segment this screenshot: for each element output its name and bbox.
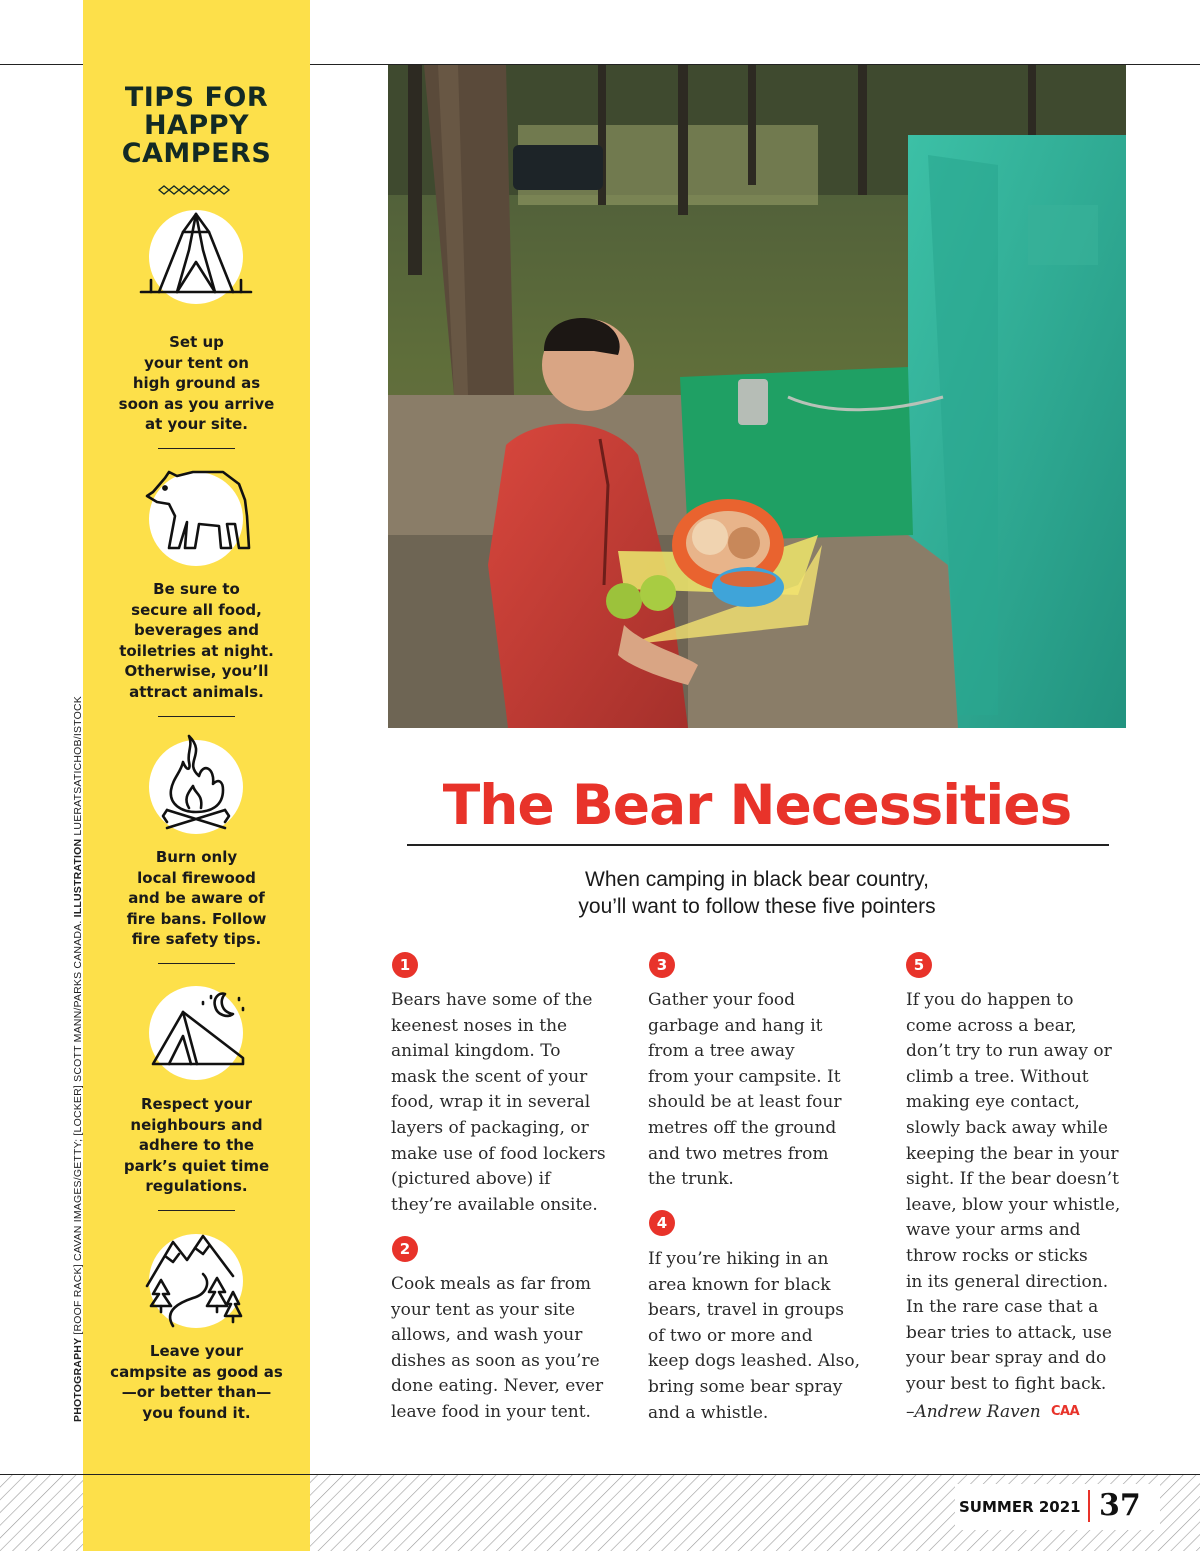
credit-illus-text: LUERATSATICHOB/ISTOCK: [72, 696, 84, 839]
article-headline: The Bear Necessities: [442, 773, 1072, 837]
campfire-icon: [149, 740, 243, 834]
tent-moon-icon: [149, 986, 243, 1080]
caa-end-mark: CAA: [1051, 1404, 1080, 1419]
sidebar-title: TIPS FOR HAPPY CAMPERS: [121, 82, 272, 169]
page-number: 37: [1099, 1488, 1141, 1523]
author-byline: –Andrew Raven: [906, 1402, 1041, 1422]
tent-icon: [149, 210, 243, 304]
tip-text-3: Burn only local firewood and be aware of fire bans. Follow fire safety tips.: [126, 848, 267, 948]
mountains-trees-icon: [149, 1234, 243, 1328]
tip-divider: [158, 716, 235, 717]
pointer-number-1: 1: [392, 952, 418, 978]
pointer-number-2: 2: [392, 1236, 418, 1262]
tip-divider: [158, 963, 235, 964]
footer-divider: [1088, 1490, 1090, 1522]
credit-illus-label: ILLUSTRATION: [72, 838, 84, 918]
tip-text-2: Be sure to secure all food, beverages and toiletries at night. Otherwise, you’ll attract animals.: [119, 580, 274, 701]
article-dek: When camping in black bear country, you’ll want to follow these five pointers: [578, 868, 936, 918]
pointer-text-1: Bears have some of the keenest noses in the animal kingdom. To mask the scent of your food, wrap it in several layers of packaging, or make use of food lockers (pictured above) if they’re available onsite.: [391, 990, 606, 1215]
pointer-number-5: 5: [906, 952, 932, 978]
pointer-text-5: If you do happen to come across a bear, don’t try to run away or climb a tree. Without making eye contact, slowly back away while keeping the bear in your sight. If the bear doesn’t leave, blow your whistle, wave your arms and throw rocks or sticks in its general direction. In the rare case that a bear tries to attack, use your bear spray and do your best to fight back.: [906, 990, 1121, 1394]
diamond-divider-icon: [157, 184, 237, 196]
headline-rule: [407, 844, 1109, 846]
tip-text-4: Respect your neighbours and adhere to the park’s quiet time regulations.: [123, 1095, 270, 1195]
pointer-number-3: 3: [649, 952, 675, 978]
tip-divider: [158, 1210, 235, 1211]
tips-sidebar: [83, 0, 310, 1551]
photo-credit: [72, 692, 85, 1422]
pointer-number-4: 4: [649, 1210, 675, 1236]
credit-photo-text: [ROOF RACK] CAVAN IMAGES/GETTY; [LOCKER] SCOTT MANN/PARKS CANADA.: [72, 917, 84, 1338]
camper-with-food-at-bear-locker-photo: [388, 65, 1126, 728]
pointer-text-2: Cook meals as far from your tent as your site allows, and wash your dishes as soon as you’re done eating. Never, ever leave food in your tent.: [391, 1274, 604, 1422]
tip-divider: [158, 448, 235, 449]
pointer-text-4: If you’re hiking in an area known for black bears, travel in groups of two or more and keep dogs leashed. Also, bring some bear spray and a whistle.: [648, 1249, 860, 1423]
pointer-text-3: Gather your food garbage and hang it from a tree away from your campsite. It should be at least four metres off the ground and two metres from the trunk.: [648, 990, 842, 1190]
credit-photo-label: PHOTOGRAPHY: [72, 1337, 84, 1422]
tip-text-1: Set up your tent on high ground as soon as you arrive at your site.: [118, 333, 275, 433]
bear-icon: [149, 472, 243, 566]
tip-text-5: Leave your campsite as good as —or better than— you found it.: [110, 1342, 283, 1422]
issue-date: SUMMER 2021: [959, 1498, 1081, 1516]
